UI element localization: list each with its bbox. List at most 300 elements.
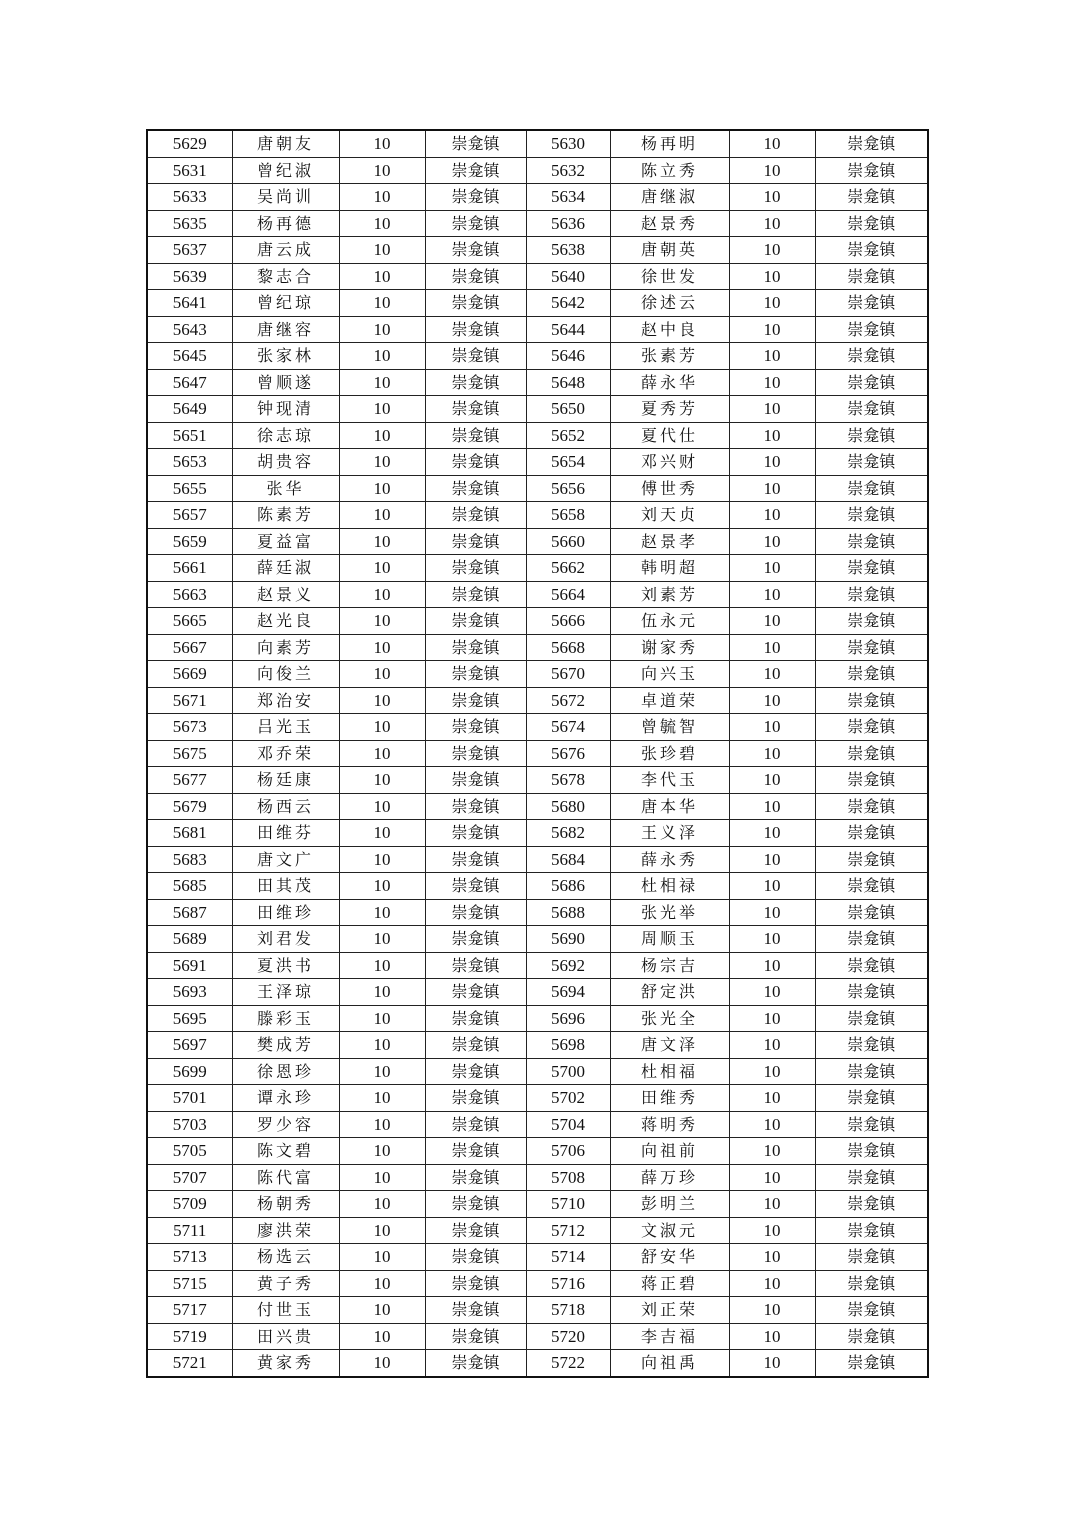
amount-cell: 10 xyxy=(339,926,425,953)
record-number-cell: 5706 xyxy=(526,1138,610,1165)
town-cell: 崇龛镇 xyxy=(815,740,928,767)
record-number-cell: 5652 xyxy=(526,422,610,449)
person-name-cell: 赵中良 xyxy=(610,316,729,343)
town-cell: 崇龛镇 xyxy=(425,502,526,529)
person-name-cell: 刘素芳 xyxy=(610,581,729,608)
record-number-cell: 5641 xyxy=(147,290,232,317)
town-cell: 崇龛镇 xyxy=(815,555,928,582)
amount-cell: 10 xyxy=(339,316,425,343)
amount-cell: 10 xyxy=(729,237,815,264)
amount-cell: 10 xyxy=(729,449,815,476)
person-name-cell: 黄子秀 xyxy=(232,1270,339,1297)
amount-cell: 10 xyxy=(729,661,815,688)
amount-cell: 10 xyxy=(339,979,425,1006)
person-name-cell: 唐朝友 xyxy=(232,130,339,157)
town-cell: 崇龛镇 xyxy=(425,661,526,688)
record-number-cell: 5722 xyxy=(526,1350,610,1377)
record-number-cell: 5651 xyxy=(147,422,232,449)
table-row xyxy=(147,528,928,555)
town-cell: 崇龛镇 xyxy=(425,979,526,1006)
roster-table xyxy=(146,129,929,1378)
record-number-cell: 5668 xyxy=(526,634,610,661)
record-number-cell: 5699 xyxy=(147,1058,232,1085)
person-name-cell: 卓道荣 xyxy=(610,687,729,714)
table-row xyxy=(147,608,928,635)
town-cell: 崇龛镇 xyxy=(815,130,928,157)
record-number-cell: 5635 xyxy=(147,210,232,237)
person-name-cell: 刘天贞 xyxy=(610,502,729,529)
town-cell: 崇龛镇 xyxy=(815,422,928,449)
town-cell: 崇龛镇 xyxy=(425,1270,526,1297)
record-number-cell: 5637 xyxy=(147,237,232,264)
person-name-cell: 刘君发 xyxy=(232,926,339,953)
record-number-cell: 5690 xyxy=(526,926,610,953)
town-cell: 崇龛镇 xyxy=(815,608,928,635)
town-cell: 崇龛镇 xyxy=(425,793,526,820)
town-cell: 崇龛镇 xyxy=(815,157,928,184)
record-number-cell: 5687 xyxy=(147,899,232,926)
amount-cell: 10 xyxy=(339,1005,425,1032)
roster-body xyxy=(147,130,928,1377)
person-name-cell: 蒋明秀 xyxy=(610,1111,729,1138)
amount-cell: 10 xyxy=(339,130,425,157)
person-name-cell: 徐志琼 xyxy=(232,422,339,449)
person-name-cell: 张华 xyxy=(232,475,339,502)
amount-cell: 10 xyxy=(729,555,815,582)
amount-cell: 10 xyxy=(339,369,425,396)
amount-cell: 10 xyxy=(339,608,425,635)
record-number-cell: 5685 xyxy=(147,873,232,900)
record-number-cell: 5688 xyxy=(526,899,610,926)
person-name-cell: 伍永元 xyxy=(610,608,729,635)
town-cell: 崇龛镇 xyxy=(815,661,928,688)
amount-cell: 10 xyxy=(339,1138,425,1165)
town-cell: 崇龛镇 xyxy=(425,926,526,953)
amount-cell: 10 xyxy=(729,926,815,953)
person-name-cell: 王泽琼 xyxy=(232,979,339,1006)
record-number-cell: 5642 xyxy=(526,290,610,317)
record-number-cell: 5707 xyxy=(147,1164,232,1191)
person-name-cell: 杨西云 xyxy=(232,793,339,820)
record-number-cell: 5669 xyxy=(147,661,232,688)
amount-cell: 10 xyxy=(729,369,815,396)
record-number-cell: 5681 xyxy=(147,820,232,847)
record-number-cell: 5718 xyxy=(526,1297,610,1324)
person-name-cell: 舒定洪 xyxy=(610,979,729,1006)
town-cell: 崇龛镇 xyxy=(425,608,526,635)
amount-cell: 10 xyxy=(339,1058,425,1085)
table-row xyxy=(147,157,928,184)
town-cell: 崇龛镇 xyxy=(815,210,928,237)
person-name-cell: 徐世发 xyxy=(610,263,729,290)
town-cell: 崇龛镇 xyxy=(425,1138,526,1165)
town-cell: 崇龛镇 xyxy=(815,343,928,370)
table-row xyxy=(147,184,928,211)
amount-cell: 10 xyxy=(339,555,425,582)
person-name-cell: 杨选云 xyxy=(232,1244,339,1271)
person-name-cell: 杨朝秀 xyxy=(232,1191,339,1218)
table-row xyxy=(147,422,928,449)
person-name-cell: 黎志合 xyxy=(232,263,339,290)
town-cell: 崇龛镇 xyxy=(425,1217,526,1244)
town-cell: 崇龛镇 xyxy=(815,528,928,555)
amount-cell: 10 xyxy=(339,714,425,741)
town-cell: 崇龛镇 xyxy=(425,634,526,661)
amount-cell: 10 xyxy=(339,290,425,317)
record-number-cell: 5703 xyxy=(147,1111,232,1138)
town-cell: 崇龛镇 xyxy=(425,396,526,423)
record-number-cell: 5675 xyxy=(147,740,232,767)
record-number-cell: 5696 xyxy=(526,1005,610,1032)
table-row xyxy=(147,237,928,264)
town-cell: 崇龛镇 xyxy=(815,1323,928,1350)
amount-cell: 10 xyxy=(729,1191,815,1218)
town-cell: 崇龛镇 xyxy=(815,767,928,794)
record-number-cell: 5640 xyxy=(526,263,610,290)
person-name-cell: 杜相禄 xyxy=(610,873,729,900)
person-name-cell: 曾顺遂 xyxy=(232,369,339,396)
amount-cell: 10 xyxy=(729,422,815,449)
amount-cell: 10 xyxy=(339,846,425,873)
person-name-cell: 廖洪荣 xyxy=(232,1217,339,1244)
table-row xyxy=(147,1350,928,1377)
record-number-cell: 5715 xyxy=(147,1270,232,1297)
town-cell: 崇龛镇 xyxy=(425,1297,526,1324)
amount-cell: 10 xyxy=(339,661,425,688)
town-cell: 崇龛镇 xyxy=(815,1032,928,1059)
person-name-cell: 杜相福 xyxy=(610,1058,729,1085)
record-number-cell: 5671 xyxy=(147,687,232,714)
record-number-cell: 5636 xyxy=(526,210,610,237)
record-number-cell: 5700 xyxy=(526,1058,610,1085)
record-number-cell: 5684 xyxy=(526,846,610,873)
record-number-cell: 5711 xyxy=(147,1217,232,1244)
record-number-cell: 5714 xyxy=(526,1244,610,1271)
person-name-cell: 夏秀芳 xyxy=(610,396,729,423)
town-cell: 崇龛镇 xyxy=(815,846,928,873)
town-cell: 崇龛镇 xyxy=(425,1032,526,1059)
amount-cell: 10 xyxy=(729,130,815,157)
record-number-cell: 5659 xyxy=(147,528,232,555)
person-name-cell: 陈素芳 xyxy=(232,502,339,529)
record-number-cell: 5693 xyxy=(147,979,232,1006)
person-name-cell: 向兴玉 xyxy=(610,661,729,688)
person-name-cell: 田维珍 xyxy=(232,899,339,926)
person-name-cell: 薛永华 xyxy=(610,369,729,396)
amount-cell: 10 xyxy=(339,210,425,237)
amount-cell: 10 xyxy=(729,1244,815,1271)
town-cell: 崇龛镇 xyxy=(425,210,526,237)
amount-cell: 10 xyxy=(339,793,425,820)
person-name-cell: 傅世秀 xyxy=(610,475,729,502)
amount-cell: 10 xyxy=(729,1164,815,1191)
person-name-cell: 张光全 xyxy=(610,1005,729,1032)
person-name-cell: 滕彩玉 xyxy=(232,1005,339,1032)
table-row xyxy=(147,210,928,237)
record-number-cell: 5672 xyxy=(526,687,610,714)
town-cell: 崇龛镇 xyxy=(815,316,928,343)
amount-cell: 10 xyxy=(729,316,815,343)
town-cell: 崇龛镇 xyxy=(425,767,526,794)
person-name-cell: 唐朝英 xyxy=(610,237,729,264)
table-row xyxy=(147,369,928,396)
town-cell: 崇龛镇 xyxy=(815,979,928,1006)
table-row xyxy=(147,1297,928,1324)
person-name-cell: 唐云成 xyxy=(232,237,339,264)
town-cell: 崇龛镇 xyxy=(425,1244,526,1271)
record-number-cell: 5704 xyxy=(526,1111,610,1138)
town-cell: 崇龛镇 xyxy=(815,263,928,290)
town-cell: 崇龛镇 xyxy=(425,1323,526,1350)
table-row xyxy=(147,263,928,290)
town-cell: 崇龛镇 xyxy=(815,1191,928,1218)
amount-cell: 10 xyxy=(729,608,815,635)
amount-cell: 10 xyxy=(729,210,815,237)
person-name-cell: 曾毓智 xyxy=(610,714,729,741)
town-cell: 崇龛镇 xyxy=(815,1244,928,1271)
town-cell: 崇龛镇 xyxy=(815,1217,928,1244)
person-name-cell: 夏益富 xyxy=(232,528,339,555)
record-number-cell: 5705 xyxy=(147,1138,232,1165)
table-row xyxy=(147,1270,928,1297)
table-row xyxy=(147,634,928,661)
table-row xyxy=(147,1085,928,1112)
person-name-cell: 彭明兰 xyxy=(610,1191,729,1218)
amount-cell: 10 xyxy=(729,290,815,317)
amount-cell: 10 xyxy=(339,1350,425,1377)
town-cell: 崇龛镇 xyxy=(815,184,928,211)
record-number-cell: 5717 xyxy=(147,1297,232,1324)
table-row xyxy=(147,793,928,820)
record-number-cell: 5678 xyxy=(526,767,610,794)
town-cell: 崇龛镇 xyxy=(815,369,928,396)
town-cell: 崇龛镇 xyxy=(425,1111,526,1138)
amount-cell: 10 xyxy=(729,634,815,661)
person-name-cell: 薛永秀 xyxy=(610,846,729,873)
town-cell: 崇龛镇 xyxy=(425,899,526,926)
amount-cell: 10 xyxy=(729,1270,815,1297)
amount-cell: 10 xyxy=(339,449,425,476)
record-number-cell: 5664 xyxy=(526,581,610,608)
town-cell: 崇龛镇 xyxy=(815,396,928,423)
town-cell: 崇龛镇 xyxy=(815,1005,928,1032)
town-cell: 崇龛镇 xyxy=(425,846,526,873)
record-number-cell: 5686 xyxy=(526,873,610,900)
person-name-cell: 郑治安 xyxy=(232,687,339,714)
record-number-cell: 5643 xyxy=(147,316,232,343)
record-number-cell: 5682 xyxy=(526,820,610,847)
table-row xyxy=(147,687,928,714)
amount-cell: 10 xyxy=(339,343,425,370)
town-cell: 崇龛镇 xyxy=(815,1058,928,1085)
record-number-cell: 5663 xyxy=(147,581,232,608)
amount-cell: 10 xyxy=(729,1323,815,1350)
town-cell: 崇龛镇 xyxy=(425,130,526,157)
town-cell: 崇龛镇 xyxy=(815,793,928,820)
amount-cell: 10 xyxy=(339,687,425,714)
amount-cell: 10 xyxy=(729,740,815,767)
town-cell: 崇龛镇 xyxy=(425,687,526,714)
person-name-cell: 向祖禹 xyxy=(610,1350,729,1377)
amount-cell: 10 xyxy=(339,237,425,264)
person-name-cell: 夏代仕 xyxy=(610,422,729,449)
record-number-cell: 5709 xyxy=(147,1191,232,1218)
record-number-cell: 5661 xyxy=(147,555,232,582)
record-number-cell: 5660 xyxy=(526,528,610,555)
table-row xyxy=(147,1005,928,1032)
amount-cell: 10 xyxy=(339,899,425,926)
record-number-cell: 5667 xyxy=(147,634,232,661)
record-number-cell: 5631 xyxy=(147,157,232,184)
town-cell: 崇龛镇 xyxy=(815,475,928,502)
table-row xyxy=(147,767,928,794)
person-name-cell: 杨再德 xyxy=(232,210,339,237)
table-row xyxy=(147,555,928,582)
amount-cell: 10 xyxy=(729,502,815,529)
record-number-cell: 5645 xyxy=(147,343,232,370)
record-number-cell: 5694 xyxy=(526,979,610,1006)
table-row xyxy=(147,290,928,317)
town-cell: 崇龛镇 xyxy=(425,449,526,476)
town-cell: 崇龛镇 xyxy=(425,343,526,370)
record-number-cell: 5630 xyxy=(526,130,610,157)
town-cell: 崇龛镇 xyxy=(425,873,526,900)
person-name-cell: 杨廷康 xyxy=(232,767,339,794)
amount-cell: 10 xyxy=(729,1032,815,1059)
record-number-cell: 5695 xyxy=(147,1005,232,1032)
person-name-cell: 邓乔荣 xyxy=(232,740,339,767)
record-number-cell: 5712 xyxy=(526,1217,610,1244)
amount-cell: 10 xyxy=(729,820,815,847)
person-name-cell: 唐继容 xyxy=(232,316,339,343)
record-number-cell: 5683 xyxy=(147,846,232,873)
person-name-cell: 付世玉 xyxy=(232,1297,339,1324)
amount-cell: 10 xyxy=(729,846,815,873)
person-name-cell: 邓兴财 xyxy=(610,449,729,476)
amount-cell: 10 xyxy=(729,793,815,820)
table-row xyxy=(147,820,928,847)
record-number-cell: 5653 xyxy=(147,449,232,476)
town-cell: 崇龛镇 xyxy=(425,237,526,264)
person-name-cell: 赵景秀 xyxy=(610,210,729,237)
amount-cell: 10 xyxy=(729,184,815,211)
table-row xyxy=(147,343,928,370)
town-cell: 崇龛镇 xyxy=(425,1350,526,1377)
record-number-cell: 5662 xyxy=(526,555,610,582)
town-cell: 崇龛镇 xyxy=(425,184,526,211)
table-row xyxy=(147,449,928,476)
record-number-cell: 5713 xyxy=(147,1244,232,1271)
amount-cell: 10 xyxy=(339,1032,425,1059)
person-name-cell: 钟现清 xyxy=(232,396,339,423)
table-row xyxy=(147,316,928,343)
town-cell: 崇龛镇 xyxy=(815,687,928,714)
person-name-cell: 陈代富 xyxy=(232,1164,339,1191)
amount-cell: 10 xyxy=(729,343,815,370)
person-name-cell: 李代玉 xyxy=(610,767,729,794)
amount-cell: 10 xyxy=(729,396,815,423)
amount-cell: 10 xyxy=(729,1085,815,1112)
record-number-cell: 5674 xyxy=(526,714,610,741)
town-cell: 崇龛镇 xyxy=(425,740,526,767)
amount-cell: 10 xyxy=(339,1164,425,1191)
town-cell: 崇龛镇 xyxy=(425,1005,526,1032)
town-cell: 崇龛镇 xyxy=(815,502,928,529)
person-name-cell: 曾纪琼 xyxy=(232,290,339,317)
table-row xyxy=(147,1111,928,1138)
amount-cell: 10 xyxy=(339,740,425,767)
person-name-cell: 胡贵容 xyxy=(232,449,339,476)
amount-cell: 10 xyxy=(339,873,425,900)
record-number-cell: 5721 xyxy=(147,1350,232,1377)
amount-cell: 10 xyxy=(729,767,815,794)
person-name-cell: 舒安华 xyxy=(610,1244,729,1271)
town-cell: 崇龛镇 xyxy=(425,528,526,555)
record-number-cell: 5677 xyxy=(147,767,232,794)
amount-cell: 10 xyxy=(729,1217,815,1244)
record-number-cell: 5658 xyxy=(526,502,610,529)
town-cell: 崇龛镇 xyxy=(425,555,526,582)
table-row xyxy=(147,714,928,741)
person-name-cell: 陈立秀 xyxy=(610,157,729,184)
record-number-cell: 5647 xyxy=(147,369,232,396)
person-name-cell: 唐文泽 xyxy=(610,1032,729,1059)
town-cell: 崇龛镇 xyxy=(815,714,928,741)
amount-cell: 10 xyxy=(339,1244,425,1271)
person-name-cell: 田其茂 xyxy=(232,873,339,900)
record-number-cell: 5644 xyxy=(526,316,610,343)
person-name-cell: 赵景孝 xyxy=(610,528,729,555)
record-number-cell: 5633 xyxy=(147,184,232,211)
record-number-cell: 5720 xyxy=(526,1323,610,1350)
table-row xyxy=(147,581,928,608)
town-cell: 崇龛镇 xyxy=(815,1350,928,1377)
person-name-cell: 徐恩珍 xyxy=(232,1058,339,1085)
person-name-cell: 田维芬 xyxy=(232,820,339,847)
amount-cell: 10 xyxy=(339,1085,425,1112)
person-name-cell: 徐述云 xyxy=(610,290,729,317)
amount-cell: 10 xyxy=(339,184,425,211)
town-cell: 崇龛镇 xyxy=(815,290,928,317)
amount-cell: 10 xyxy=(339,581,425,608)
record-number-cell: 5676 xyxy=(526,740,610,767)
person-name-cell: 张珍碧 xyxy=(610,740,729,767)
person-name-cell: 谭永珍 xyxy=(232,1085,339,1112)
record-number-cell: 5666 xyxy=(526,608,610,635)
table-row xyxy=(147,1191,928,1218)
amount-cell: 10 xyxy=(339,475,425,502)
town-cell: 崇龛镇 xyxy=(425,714,526,741)
record-number-cell: 5629 xyxy=(147,130,232,157)
town-cell: 崇龛镇 xyxy=(815,237,928,264)
person-name-cell: 杨宗吉 xyxy=(610,952,729,979)
record-number-cell: 5680 xyxy=(526,793,610,820)
amount-cell: 10 xyxy=(729,475,815,502)
person-name-cell: 张素芳 xyxy=(610,343,729,370)
record-number-cell: 5698 xyxy=(526,1032,610,1059)
person-name-cell: 罗少容 xyxy=(232,1111,339,1138)
record-number-cell: 5654 xyxy=(526,449,610,476)
amount-cell: 10 xyxy=(729,263,815,290)
table-row xyxy=(147,952,928,979)
town-cell: 崇龛镇 xyxy=(425,581,526,608)
person-name-cell: 刘正荣 xyxy=(610,1297,729,1324)
town-cell: 崇龛镇 xyxy=(815,1111,928,1138)
record-number-cell: 5657 xyxy=(147,502,232,529)
record-number-cell: 5673 xyxy=(147,714,232,741)
record-number-cell: 5650 xyxy=(526,396,610,423)
table-row xyxy=(147,899,928,926)
